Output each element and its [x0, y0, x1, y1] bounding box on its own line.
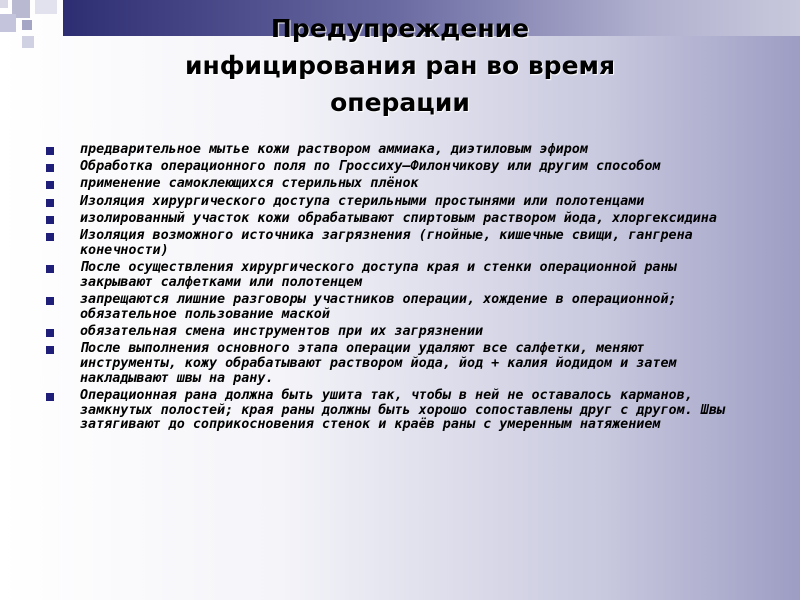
list-item-text: Обработка операционного поля по Гроссиху—Филончикову или другим способом	[80, 159, 661, 175]
list-item	[46, 212, 746, 227]
list-item	[46, 342, 746, 386]
list-item	[46, 293, 746, 323]
square-bullet-icon	[46, 297, 54, 305]
square-bullet-icon	[46, 265, 54, 273]
square-bullet-icon	[46, 181, 54, 189]
list-item-text: Изоляция хирургического доступа стерильными простынями или полотенцами	[80, 193, 645, 209]
list-item-text: После осуществления хирургического доступа края и стенки операционной раны закрывают салфетками или полотенцем	[80, 259, 677, 290]
title-line: операции	[330, 88, 470, 117]
deco-square	[22, 20, 32, 30]
bullet-list	[46, 143, 746, 436]
square-bullet-icon	[46, 199, 54, 207]
list-item	[46, 177, 746, 192]
square-bullet-icon	[46, 147, 54, 155]
square-bullet-icon	[46, 233, 54, 241]
list-item	[46, 229, 746, 259]
list-item-text: Операционная рана должна быть ушита так, чтобы в ней не оставалось карманов, замкнутых полостей; края раны должны быть хорошо сопоставлены друг с другом. Швы затягивают до соприкосновения стенок и краёв раны с умеренным натяжением	[80, 387, 725, 433]
list-item	[46, 195, 746, 210]
title-line: Предупреждение	[270, 14, 530, 43]
list-item-text: обязательная смена инструментов при их загрязнении	[80, 323, 484, 339]
list-item-text: запрещаются лишние разговоры участников операции, хождение в операционной; обязательное пользование маской	[80, 291, 677, 322]
square-bullet-icon	[46, 164, 54, 172]
square-bullet-icon	[46, 393, 54, 401]
list-item-text: Изоляция возможного источника загрязнения (гнойные, кишечные свищи, гангрена конечности)	[80, 227, 693, 258]
list-item-text: После выполнения основного этапа операции удаляют все салфетки, меняют инструменты, кожу обрабатывают раствором йода, йод + калия йодидом и затем накладывают швы на рану.	[80, 341, 677, 386]
list-item-text: предварительное мытье кожи раствором аммиака, диэтиловым эфиром	[80, 142, 588, 157]
list-item-text: применение самоклеющихся стерильных плёнок	[80, 176, 419, 192]
square-bullet-icon	[46, 216, 54, 224]
list-item	[46, 160, 746, 175]
square-bullet-icon	[46, 329, 54, 337]
deco-square	[0, 0, 8, 8]
title-line: инфицирования ран во время	[184, 51, 616, 80]
list-item	[46, 261, 746, 291]
slide-title	[100, 10, 700, 121]
list-item	[46, 389, 746, 433]
deco-square	[0, 14, 16, 32]
deco-square	[22, 36, 34, 48]
square-bullet-icon	[46, 346, 54, 354]
list-item	[46, 325, 746, 340]
deco-square	[35, 0, 57, 14]
list-item	[46, 143, 746, 158]
list-item-text: изолированный участок кожи обрабатывают спиртовым раствором йода, хлоргексидина	[80, 210, 717, 226]
